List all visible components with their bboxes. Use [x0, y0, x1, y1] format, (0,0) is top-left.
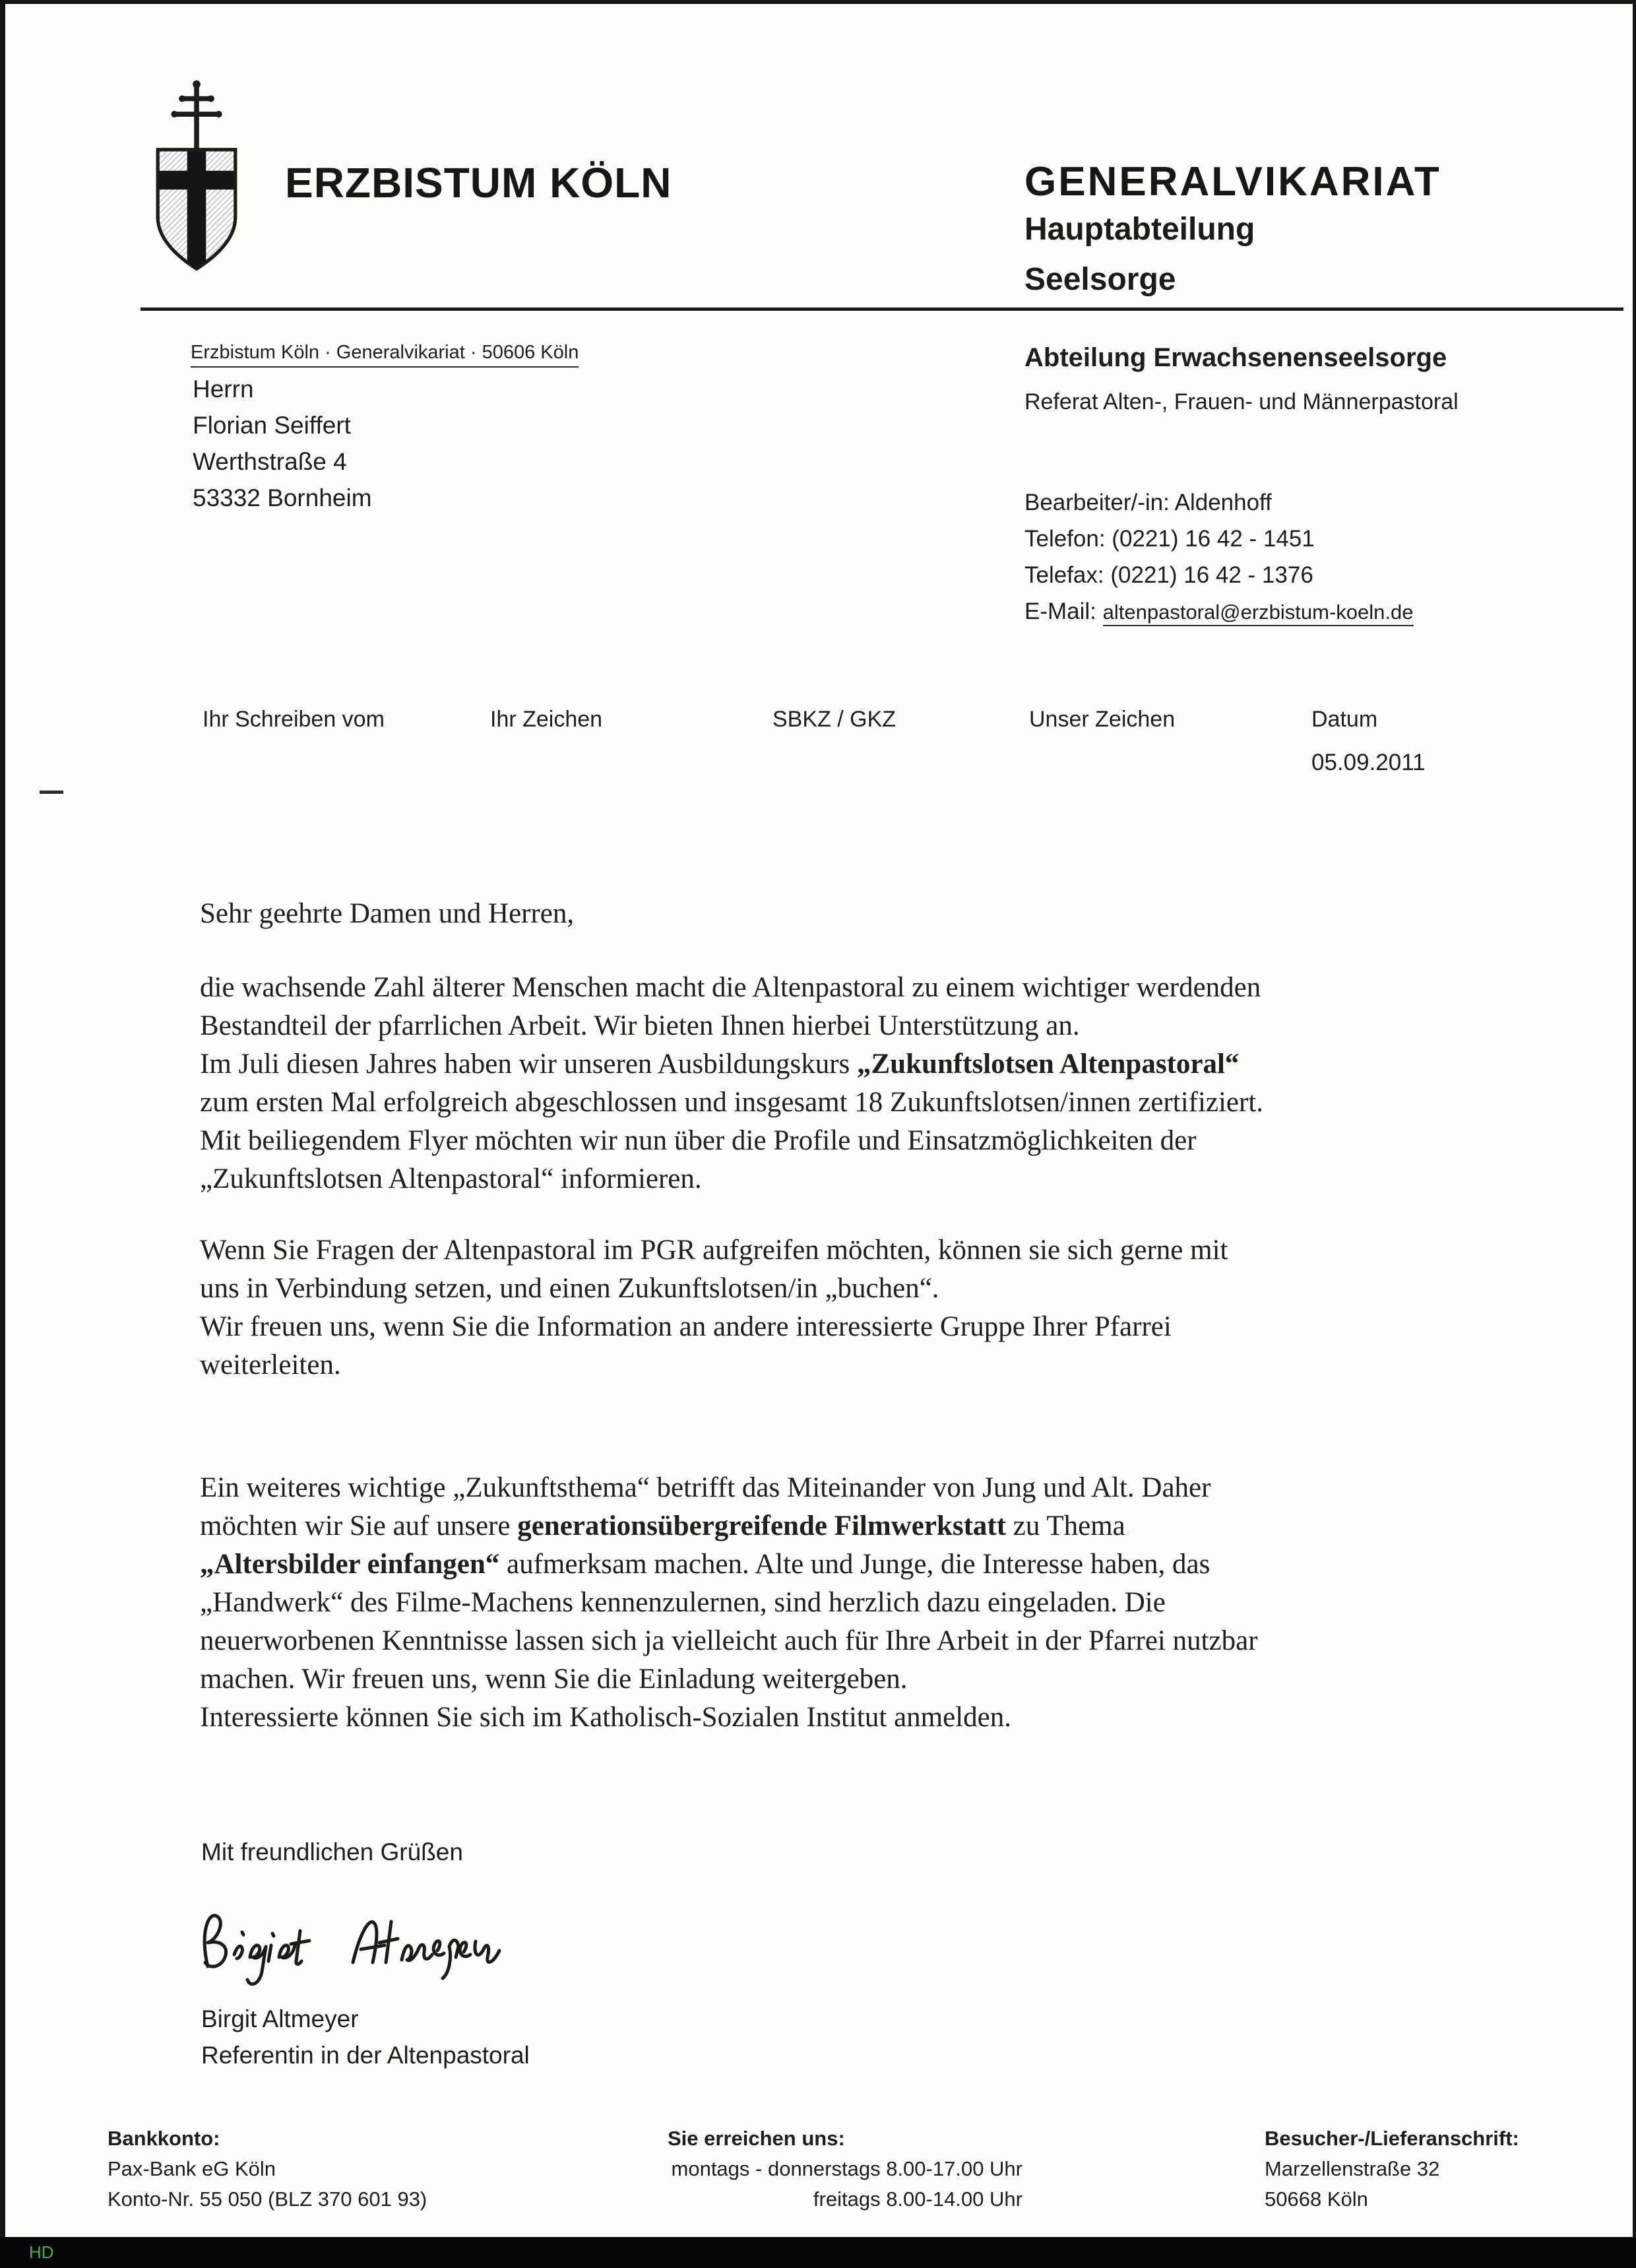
salutation: Sehr geehrte Damen und Herren,: [200, 898, 575, 929]
footer-visitor-title: Besucher-/Lieferanschrift:: [1265, 2127, 1519, 2150]
ref-label-unser-zeichen: Unser Zeichen: [1029, 707, 1176, 732]
footer-bank: [108, 2123, 427, 2215]
footer-visitor: [1265, 2123, 1519, 2215]
email-address: altenpastoral@erzbistum-koeln.de: [1103, 600, 1414, 626]
footer-bank-line: Konto-Nr. 55 050 (BLZ 370 601 93): [108, 2187, 427, 2211]
processional-cross-icon: [174, 84, 218, 150]
recipient-address: [193, 371, 372, 516]
bold-phrase: generationsübergreifende Filmwerkstatt: [517, 1510, 1007, 1541]
footer-hours: [668, 2123, 1022, 2215]
ref-datum-value: 05.09.2011: [1311, 750, 1426, 775]
body-line: möchten wir Sie auf unsere generationsübergreifende Filmwerkstatt zu Thema: [200, 1510, 1125, 1541]
body-line: Mit beiliegendem Flyer möchten wir nun über die Profile und Einsatzmöglichkeiten der: [200, 1125, 1197, 1156]
footer-bank-title: Bankkonto:: [108, 2127, 220, 2150]
department-title: Abteilung Erwachsenenseelsorge: [1024, 343, 1447, 372]
body-line: Wir freuen uns, wenn Sie die Information an andere interessierte Gruppe Ihrer Pfarrei: [200, 1311, 1172, 1342]
recipient-line: Florian Seiffert: [193, 412, 351, 439]
body-line: weiterleiten.: [200, 1349, 341, 1380]
scan-bottom-bar: [0, 2237, 1636, 2268]
footer-hours-title: Sie erreichen uns:: [668, 2127, 845, 2150]
body-line: „Zukunftslotsen Altenpastoral“ informieren.: [200, 1163, 702, 1194]
header-divider: [141, 308, 1623, 311]
body-line: „Altersbilder einfangen“ aufmerksam machen. Alte und Junge, die Interesse haben, das: [200, 1549, 1211, 1580]
paragraph-3: [200, 1469, 1258, 1737]
body-line: Ein weiteres wichtige „Zukunftsthema“ betrifft das Miteinander von Jung und Alt. Daher: [200, 1472, 1211, 1503]
bold-phrase: „Zukunftslotsen Altenpastoral“: [857, 1049, 1240, 1080]
handwritten-signature: [188, 1889, 531, 2001]
contact-bearbeiter: Bearbeiter/-in: Aldenhoff: [1024, 490, 1272, 515]
department-contact: [1024, 484, 1414, 630]
footer-bank-line: Pax-Bank eG Köln: [108, 2157, 276, 2180]
recipient-line: Werthstraße 4: [193, 448, 347, 475]
office-subtitle-1: Hauptabteilung: [1024, 212, 1255, 247]
ref-label-ihr-zeichen: Ihr Zeichen: [490, 707, 603, 732]
body-line: Interessierte können Sie sich im Katholisch-Sozialen Institut anmelden.: [200, 1702, 1011, 1733]
paragraph-1: [200, 969, 1263, 1198]
contact-email-line: [1024, 593, 1414, 630]
closing-greeting: Mit freundlichen Grüßen: [201, 1838, 463, 1865]
footer-hours-line: montags - donnerstags 8.00-17.00 Uhr: [671, 2157, 1022, 2180]
signer-name: Birgit Altmeyer: [201, 2005, 359, 2032]
scan-edge-top: [0, 0, 1636, 4]
office-title: GENERALVIKARIAT: [1024, 159, 1441, 205]
footer-visitor-line: 50668 Köln: [1265, 2187, 1368, 2211]
ref-label-sbkz-gkz: SBKZ / GKZ: [772, 707, 897, 732]
email-label: E-Mail:: [1024, 599, 1103, 624]
contact-telefax: Telefax: (0221) 16 42 - 1376: [1024, 562, 1313, 588]
ref-label-ihr-schreiben-vom: Ihr Schreiben vom: [203, 707, 385, 732]
signer-role: Referentin in der Altenpastoral: [201, 2042, 530, 2069]
recipient-line: 53332 Bornheim: [193, 484, 372, 511]
body-line: uns in Verbindung setzen, und einen Zukunftslotsen/in „buchen“.: [200, 1273, 939, 1304]
signer-block: [201, 2001, 530, 2073]
body-line: Wenn Sie Fragen der Altenpastoral im PGR aufgreifen möchten, können sie sich gerne mit: [200, 1235, 1228, 1266]
recipient-line: Herrn: [193, 375, 254, 403]
ref-label-datum: Datum: [1311, 707, 1378, 732]
body-line: neuerworbenen Kenntnisse lassen sich ja vielleicht auch für Ihre Arbeit in der Pfarrei nutzbar: [200, 1625, 1258, 1656]
contact-telefon: Telefon: (0221) 16 42 - 1451: [1024, 526, 1315, 552]
scan-edge-left: [0, 0, 5, 2268]
footer-hours-line: freitags 8.00-14.00 Uhr: [813, 2187, 1022, 2211]
body-line: Im Juli diesen Jahres haben wir unseren Ausbildungskurs „Zukunftslotsen Altenpastoral“: [200, 1049, 1240, 1080]
paragraph-2: [200, 1231, 1228, 1384]
body-line: „Handwerk“ des Filme-Machens kennenzulernen, sind herzlich dazu eingeladen. Die: [200, 1587, 1166, 1618]
body-line: die wachsende Zahl älterer Menschen macht die Altenpastoral zu einem wichtiger werdenden: [200, 972, 1261, 1003]
scan-edge-right: [1633, 0, 1636, 2268]
bold-phrase: „Altersbilder einfangen“: [200, 1549, 500, 1580]
footer-visitor-line: Marzellenstraße 32: [1265, 2157, 1440, 2180]
erzbistum-coat-of-arms-logo: [141, 65, 252, 295]
body-line: machen. Wir freuen uns, wenn Sie die Einladung weitergeben.: [200, 1664, 908, 1695]
return-address-line: Erzbistum Köln · Generalvikariat · 50606 Köln: [191, 342, 579, 368]
body-line: Bestandteil der pfarrlichen Arbeit. Wir bieten Ihnen hierbei Unterstützung an.: [200, 1010, 1080, 1041]
body-line: zum ersten Mal erfolgreich abgeschlossen und insgesamt 18 Zukunftslotsen/innen zertifiziert.: [200, 1087, 1264, 1118]
org-name: ERZBISTUM KÖLN: [285, 159, 672, 207]
department-referat: Referat Alten-, Frauen- und Männerpastoral: [1024, 389, 1459, 414]
office-subtitle-2: Seelsorge: [1024, 262, 1176, 297]
hd-watermark: HD: [29, 2242, 54, 2262]
fold-mark: [40, 791, 63, 794]
